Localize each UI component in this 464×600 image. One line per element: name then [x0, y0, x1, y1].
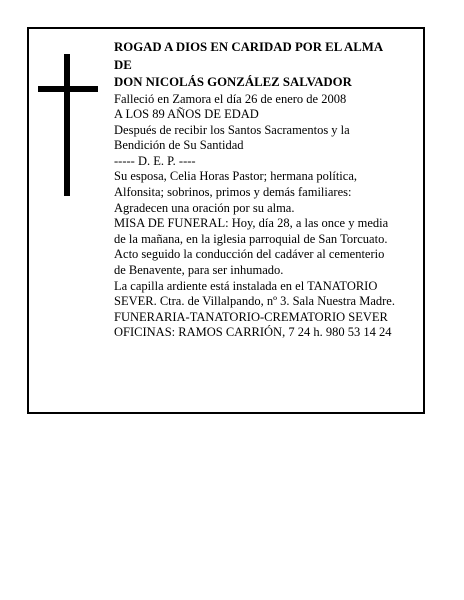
burial-line-1: Acto seguido la conducción del cadáver al cementerio [114, 247, 385, 262]
cross-icon [38, 54, 98, 196]
funeral-mass-line-2: de la mañana, en la iglesia parroquial de San Torcuato. [114, 231, 388, 246]
chapel-line-1: La capilla ardiente está instalada en el TANATORIO [114, 278, 378, 293]
deceased-name: DON NICOLÁS GONZÁLEZ SALVADOR [114, 75, 352, 89]
cross-vertical-bar [64, 54, 70, 196]
family-line-2: Alfonsita; sobrinos, primos y demás familiares: [114, 185, 352, 200]
family-line-3: Agradecen una oración por su alma. [114, 200, 295, 215]
burial-line-2: de Benavente, para ser inhumado. [114, 263, 284, 278]
chapel-line-2: SEVER. Ctra. de Villalpando, nº 3. Sala Nuestra Madre. [114, 294, 395, 309]
sacraments-line-1: Después de recibir los Santos Sacramentos y la [114, 122, 350, 137]
funeral-mass-line-1: MISA DE FUNERAL: Hoy, día 28, a las once y media [114, 216, 389, 231]
death-info: Falleció en Zamora el día 26 de enero de 2008 [114, 91, 347, 106]
heading-line-1: ROGAD A DIOS EN CARIDAD POR EL ALMA [114, 40, 384, 54]
family-line-1: Su esposa, Celia Horas Pastor; hermana política, [114, 169, 357, 184]
obituary-text [114, 39, 419, 341]
cross-horizontal-bar [38, 86, 98, 92]
funeral-home-line: FUNERARIA-TANATORIO-CREMATORIO SEVER [114, 309, 388, 324]
rip-line: ----- D. E. P. ---- [114, 153, 196, 168]
offices-line: OFICINAS: RAMOS CARRIÓN, 7 24 h. 980 53 14 24 [114, 325, 392, 340]
age-line: A LOS 89 AÑOS DE EDAD [114, 107, 259, 122]
heading-line-2: DE [114, 57, 132, 72]
sacraments-line-2: Bendición de Su Santidad [114, 138, 244, 153]
